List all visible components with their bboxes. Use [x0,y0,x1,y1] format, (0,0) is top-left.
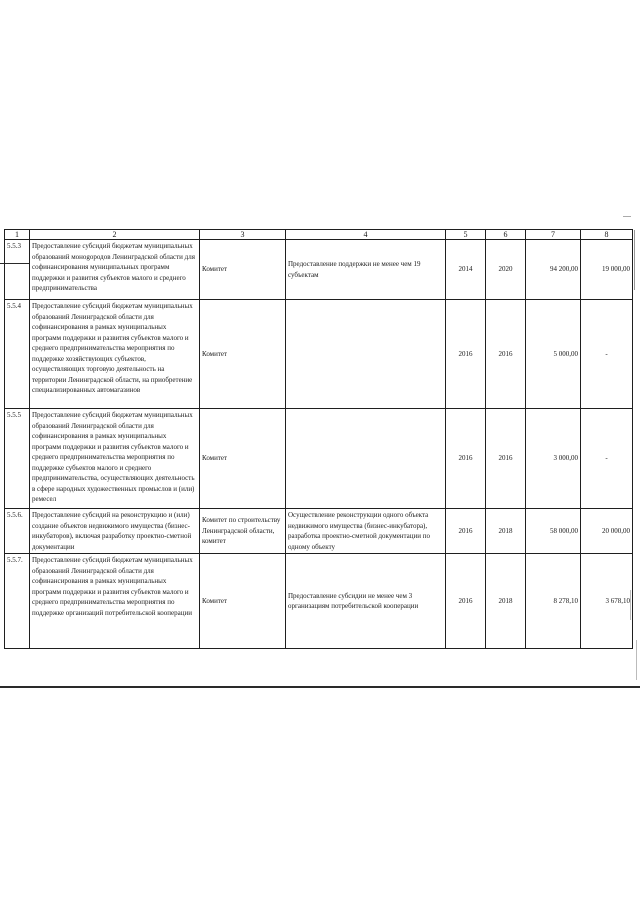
header-cell: 1 [5,230,30,240]
row-start-year: 2016 [446,554,486,649]
row-start-year: 2016 [446,509,486,554]
row-number: 5.5.6. [5,509,30,554]
row-executor: Комитет по строительству Ленинградской области, комитет [200,509,286,554]
row-total: 3 000,00 [526,409,581,509]
scan-right-mark [634,230,635,290]
scan-bottom-line [0,686,640,688]
row-name: Предоставление субсидий бюджетам муниципальных образований монogородов Ленинградской области для софинансирования муниципальных программ поддержки и развития субъектов малого и среднего предпринимательства [30,240,200,300]
row-amount: 3 678,10 [581,554,633,649]
row-executor: Комитет [200,409,286,509]
row-end-year: 2020 [486,240,526,300]
row-total: 58 000,00 [526,509,581,554]
header-row [5,230,633,240]
row-total: 94 200,00 [526,240,581,300]
row-executor: Комитет [200,554,286,649]
row-start-year: 2016 [446,409,486,509]
row-start-year: 2014 [446,240,486,300]
row-end-year: 2018 [486,509,526,554]
scan-speck [636,640,637,680]
program-table [4,229,633,649]
row-result: Осуществление реконструкции одного объекта недвижимого имущества (бизнес-инкубатора), разработка проектно-сметной документации по одному объекту [286,509,446,554]
row-result [286,300,446,409]
table-row [5,409,633,509]
row-executor: Комитет [200,300,286,409]
row-executor: Комитет [200,240,286,300]
row-start-year: 2016 [446,300,486,409]
header-cell: 2 [30,230,200,240]
row-amount: 20 000,00 [581,509,633,554]
header-cell: 6 [486,230,526,240]
row-number: 5.5.3 [5,240,30,300]
row-end-year: 2016 [486,409,526,509]
table-row [5,554,633,649]
table-row [5,509,633,554]
row-result: Предоставление поддержки не менее чем 19 субъектам [286,240,446,300]
header-cell: 3 [200,230,286,240]
row-end-year: 2016 [486,300,526,409]
row-name: Предоставление субсидий бюджетам муниципальных образований Ленинградской области для софинансирования в рамках муниципальных программ поддержки и развития субъектов малого и среднего предпринимательства мероприятия по поддержке хозяйствующих субъектов, осуществляющих торговую деятельность на территории Ленинградской области, на приобретение специализированных автомагазинов [30,300,200,409]
header-cell: 5 [446,230,486,240]
scan-speck [623,216,631,217]
row-amount: - [581,300,633,409]
row-amount: - [581,409,633,509]
row-name: Предоставление субсидий бюджетам муниципальных образований Ленинградской области для софинансирования в рамках муниципальных программ поддержки и развития субъектов малого и среднего предпринимательства мероприятия по поддержке организаций потребительской кооперации [30,554,200,649]
row-name: Предоставление субсидий бюджетам муниципальных образований Ленинградской области для софинансирования в рамках муниципальных программ поддержки и развития субъектов малого и среднего предпринимательства мероприятия по поддержке субъектов малого и среднего предпринимательства, осуществляющих деятельность в сфере народных художественных промыслов и (или) ремесел [30,409,200,509]
row-name: Предоставление субсидий на реконструкцию и (или) создание объектов недвижимого имущества (бизнес-инкубаторов), включая разработку проектно-сметной документации [30,509,200,554]
table-row [5,240,633,300]
row-total: 5 000,00 [526,300,581,409]
table-row [5,300,633,409]
header-cell: 8 [581,230,633,240]
row-result [286,409,446,509]
row-number: 5.5.5 [5,409,30,509]
row-total: 8 278,10 [526,554,581,649]
header-cell: 4 [286,230,446,240]
row-number: 5.5.4 [5,300,30,409]
row-end-year: 2018 [486,554,526,649]
row-number: 5.5.7. [5,554,30,649]
row-amount: 19 000,00 [581,240,633,300]
header-cell: 7 [526,230,581,240]
row-result: Предоставление субсидии не менее чем 3 организациям потребительской кооперации [286,554,446,649]
